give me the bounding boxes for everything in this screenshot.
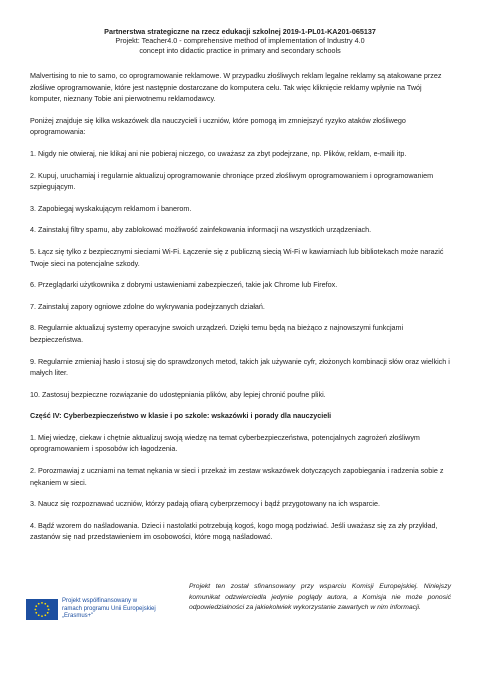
teacher-tip-item: 1. Miej wiedzę, ciekaw i chętnie aktualizuj swoją wiedzę na temat cyberbezpieczeństwa, potencjalnych zagrożeń złośliwym oprogramowaniem i sposobów ich łagodzenia. (30, 432, 420, 454)
document-header (30, 27, 450, 55)
eu-cofunding-label (62, 598, 182, 621)
eu-star-icon (47, 605, 49, 607)
funding-disclaimer: Projekt ten został sfinansowany przy wsparciu Komisji Europejskiej. Niniejszy komunikat odzwierciedla jedynie poglądy autora, a Komisja nie może ponosić odpowiedzialności za jakiekolwiek wykorzystanie zawartych w nim informacji. (189, 583, 451, 612)
document-footer (0, 582, 480, 632)
eu-flag-icon (26, 599, 58, 620)
paragraph-tips-intro: Poniżej znajduje się kilka wskazówek dla nauczycieli i uczniów, które pomogą im zmniejszyć ryzyko ataków złośliwego oprogramowania: (30, 115, 406, 137)
tip-item: 1. Nigdy nie otwieraj, nie klikaj ani nie pobieraj niczego, co uważasz za zbyt podejrzane, np. Plików, reklam, e-maili itp. (30, 148, 407, 158)
tip-item: 9. Regularnie zmieniaj hasło i stosuj się do sprawdzonych metod, takich jak używanie cyfr, złożonych kombinacji słów oraz wielkich i małych liter. (30, 356, 450, 378)
eu-star-icon (44, 614, 46, 616)
tip-item: 7. Zainstaluj zapory ogniowe zdolne do wykrywania podejrzanych działań. (30, 301, 265, 311)
eu-star-icon (35, 612, 37, 614)
eu-star-icon (38, 603, 40, 605)
tip-item: 4. Zainstaluj filtry spamu, aby zablokować możliwość zainfekowania informacji na wszystkich urządzeniach. (30, 225, 372, 235)
teacher-tip-item: 3. Naucz się rozpoznawać uczniów, którzy padają ofiarą cyberprzemocy i bądź przygotowany na ich wsparcie. (30, 499, 380, 509)
document-body (30, 70, 450, 553)
eu-star-icon (48, 609, 50, 611)
tip-item: 5. Łącz się tylko z bezpiecznymi sieciami Wi-Fi. Łączenie się z publiczną siecią Wi-Fi w kawiarniach lub bibliotekach może narazić Twoje sieci na potencjalne szkody. (30, 246, 444, 268)
eu-star-icon (44, 603, 46, 605)
eu-star-icon (41, 602, 43, 604)
tip-item: 6. Przeglądarki użytkownika z dobrymi ustawieniami zabezpieczeń, takie jak Chrome lub Firefox. (30, 280, 338, 290)
teacher-tip-item: 2. Porozmawiaj z uczniami na temat nękania w sieci i przekaż im zestaw wskazówek dotyczących zapobiegania i radzenia sobie z nękaniem w sieci. (30, 466, 444, 487)
eu-star-icon (41, 615, 43, 617)
header-project-line: Projekt: Teacher4.0 - comprehensive method of implementation of Industry 4.0 (115, 36, 365, 46)
eu-star-icon (47, 612, 49, 614)
eu-cofunding-line: Projekt współfinansowany w (62, 598, 138, 604)
eu-cofunding-line: „Erasmus+" (62, 613, 94, 620)
tip-item: 2. Kupuj, uruchamiaj i regularnie aktualizuj oprogramowanie chroniące przed złośliwym oprogramowaniem i oprogramowaniem szpiegującym. (30, 170, 434, 192)
eu-star-icon (38, 614, 40, 616)
header-programme-line: Partnerstwa strategiczne na rzecz edukacji szkolnej 2019-1-PL01-KA201-065137 (104, 27, 376, 36)
eu-star-icon (35, 609, 37, 611)
paragraph-malvertising: Malvertising to nie to samo, co oprogramowanie reklamowe. W przypadku złośliwych reklam legalne reklamy są atakowane przez złośliwe oprogramowanie, które jest następnie dostarczane do komputera celu. Tak więc kliknięcie reklamy wpłynie na Twój komputer, nieznany Tobie ani pierwotnemu reklamodawcy. (30, 71, 442, 104)
tip-item: 8. Regularnie aktualizuj systemy operacyjne swoich urządzeń. Dzięki temu będą na bieżąco z najnowszymi funkcjami bezpieczeństwa. (30, 323, 404, 344)
tip-item: 10. Zastosuj bezpieczne rozwiązanie do udostępniania plików, aby lepiej chronić poufne pliki. (30, 389, 326, 399)
tip-item: 3. Zapobiegaj wyskakującym reklamom i banerom. (30, 203, 192, 213)
eu-star-icon (35, 605, 37, 607)
eu-cofunding-line: ramach programu Unii Europejskiej (62, 605, 156, 612)
header-project-line-cont: concept into didactic practice in primary and secondary schools (139, 45, 341, 55)
teacher-tip-item: 4. Bądź wzorem do naśladowania. Dzieci i nastolatki potrzebują kogoś, kogo mogą podziwiać. Jeśli uważasz się za zły przykład, zastanów się nad przedstawieniem im osobowości, które mogą naśladować. (30, 520, 438, 542)
section-heading: Część IV: Cyberbezpieczeństwo w klasie i po szkole: wskazówki i porady dla nauczycieli (30, 411, 332, 421)
